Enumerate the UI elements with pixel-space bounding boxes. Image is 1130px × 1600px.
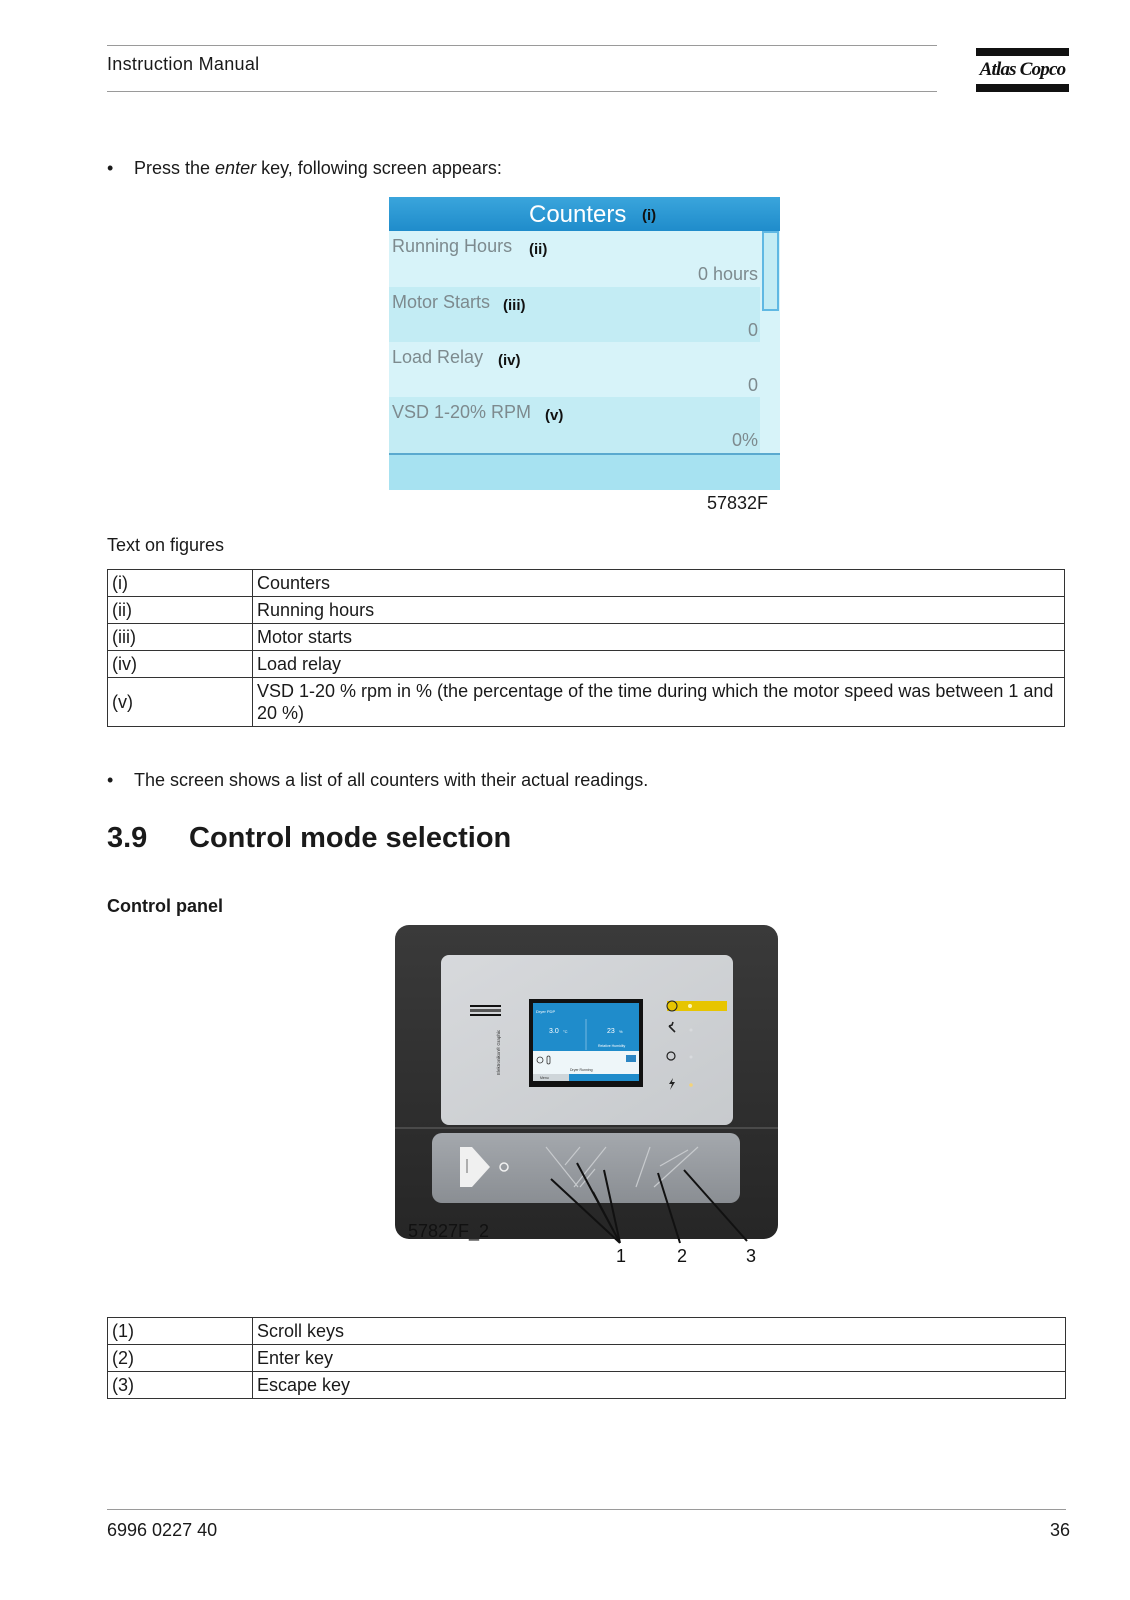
table-row bbox=[108, 651, 1065, 678]
text-on-figures-table bbox=[107, 569, 1065, 727]
bullet-dot: • bbox=[107, 770, 114, 790]
panel-logo bbox=[470, 1005, 501, 1016]
counter-callout: (iii) bbox=[503, 297, 526, 314]
figure-code-counters: 57832F bbox=[707, 493, 769, 513]
counter-value: 0 bbox=[747, 320, 758, 340]
figure-code-panel: 57827F_2 bbox=[408, 1221, 490, 1241]
text-on-figures-caption: Text on figures bbox=[107, 535, 225, 555]
atlas-copco-logo bbox=[976, 48, 1069, 92]
table-row bbox=[108, 1345, 1066, 1372]
footer-page-number: 36 bbox=[1049, 1520, 1070, 1540]
counter-callout: (iv) bbox=[498, 352, 521, 369]
callout-label-2: 2 bbox=[677, 1246, 688, 1266]
display-battery-icon bbox=[626, 1055, 636, 1062]
bullet-counter-list: • The screen shows a list of all counters with their actual readings. bbox=[107, 770, 649, 790]
callout-i: (i) bbox=[642, 207, 657, 224]
logo-text: Atlas Copco bbox=[979, 59, 1066, 80]
table-key: (ii) bbox=[108, 597, 253, 624]
section-subtitle: Control panel bbox=[107, 896, 223, 916]
footer-doc-number: 6996 0227 40 bbox=[107, 1520, 218, 1540]
counters-screen-title: Counters bbox=[529, 201, 627, 228]
counter-row bbox=[389, 231, 760, 287]
counter-value: 0 hours bbox=[697, 264, 758, 284]
table-value: Counters bbox=[253, 570, 1065, 597]
table-key: (v) bbox=[108, 678, 253, 727]
counter-label: Running Hours bbox=[392, 236, 513, 256]
bullet-enter-key: • Press the enter key, following screen appears: bbox=[107, 158, 502, 178]
counter-value: 0% bbox=[731, 430, 758, 450]
table-value: Escape key bbox=[253, 1372, 1066, 1399]
display-menu: Menu bbox=[540, 1076, 549, 1080]
section-number: 3.9 bbox=[107, 822, 148, 854]
table-row bbox=[108, 570, 1065, 597]
counter-callout: (v) bbox=[545, 407, 564, 424]
table-key: (i) bbox=[108, 570, 253, 597]
display-header: Dryer PDP bbox=[536, 1009, 556, 1014]
header-top-rule bbox=[107, 45, 937, 46]
callout-label-1: 1 bbox=[616, 1246, 627, 1266]
table-value: Motor starts bbox=[253, 624, 1065, 651]
table-key: (iii) bbox=[108, 624, 253, 651]
table-value: Enter key bbox=[253, 1345, 1066, 1372]
table-row bbox=[108, 624, 1065, 651]
table-key: (iv) bbox=[108, 651, 253, 678]
keys-table bbox=[107, 1317, 1066, 1399]
counters-screen-title-bar bbox=[389, 197, 780, 231]
table-row bbox=[108, 597, 1065, 624]
table-key: (1) bbox=[108, 1318, 253, 1345]
control-panel-figure bbox=[380, 915, 800, 1295]
table-value: VSD 1-20 % rpm in % (the percentage of the time during which the motor speed was between 1 and 20 %) bbox=[253, 678, 1065, 727]
display-unit-2: % bbox=[619, 1029, 623, 1034]
table-row bbox=[108, 1318, 1066, 1345]
counter-callout: (ii) bbox=[529, 241, 548, 258]
display-unit-1: °C bbox=[563, 1029, 568, 1034]
display-sub-label: Relative Humidity bbox=[598, 1044, 626, 1048]
panel-side-text: Elektronikon® Graphic bbox=[496, 1029, 501, 1075]
counter-label: Motor Starts bbox=[392, 292, 491, 312]
table-row bbox=[108, 1372, 1066, 1399]
table-value: Running hours bbox=[253, 597, 1065, 624]
counters-screen bbox=[389, 197, 780, 490]
header-title: Instruction Manual bbox=[107, 54, 260, 74]
counter-row bbox=[389, 397, 760, 453]
screen-bottom-bar bbox=[389, 455, 780, 490]
table-key: (3) bbox=[108, 1372, 253, 1399]
counter-label: VSD 1-20% RPM bbox=[392, 402, 532, 422]
counter-label: Load Relay bbox=[392, 347, 484, 367]
table-key: (2) bbox=[108, 1345, 253, 1372]
callout-label-3: 3 bbox=[746, 1246, 757, 1266]
counter-row bbox=[389, 287, 760, 343]
section-heading bbox=[107, 822, 807, 858]
table-row bbox=[108, 678, 1065, 727]
footer-rule bbox=[107, 1509, 1066, 1510]
scrollbar-thumb bbox=[762, 231, 779, 311]
table-value: Load relay bbox=[253, 651, 1065, 678]
display-status: Dryer Running bbox=[570, 1068, 593, 1072]
header-bottom-rule bbox=[107, 91, 937, 92]
table-value: Scroll keys bbox=[253, 1318, 1066, 1345]
counter-row bbox=[389, 342, 760, 398]
bullet-dot: • bbox=[107, 158, 114, 178]
display-value-2: 23 bbox=[607, 1028, 615, 1035]
counter-value: 0 bbox=[747, 375, 758, 395]
section-title: Control mode selection bbox=[189, 822, 512, 854]
display-value-1: 3.0 bbox=[549, 1028, 559, 1035]
